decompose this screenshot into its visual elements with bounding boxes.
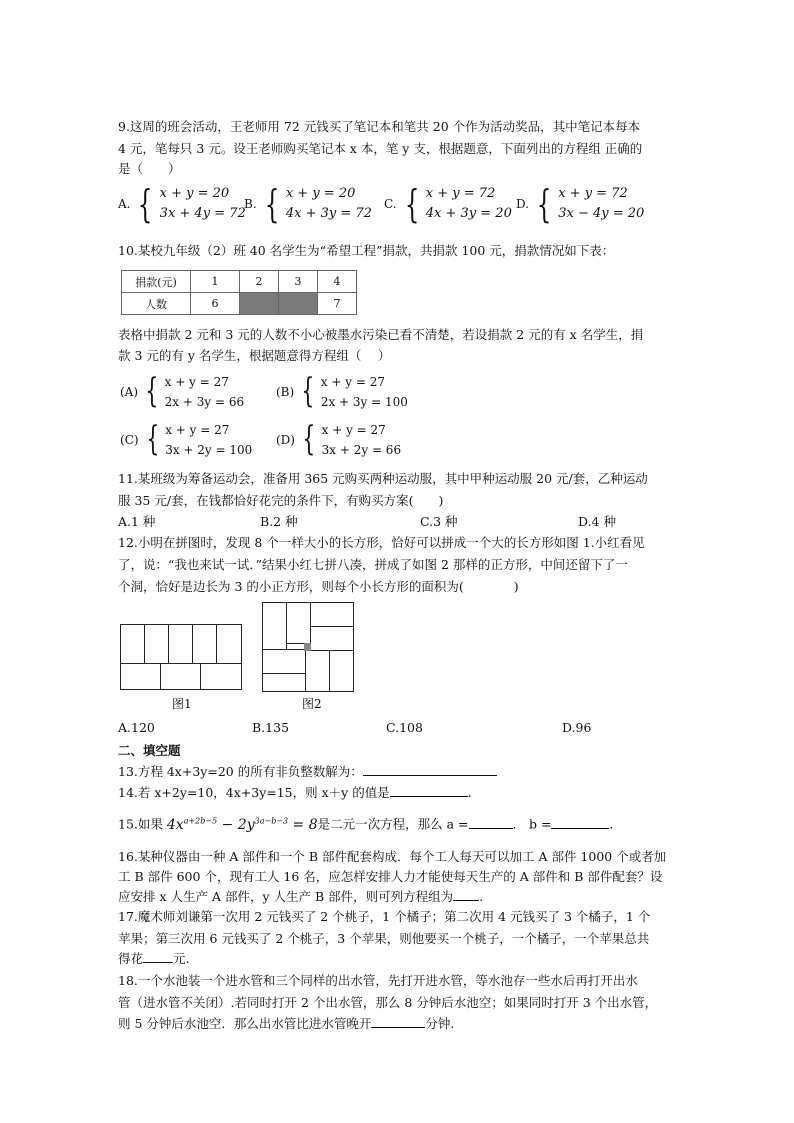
q11-line2: 服 35 元/套，在钱都恰好花完的条件下，有购买方案( ) [118,493,444,508]
donation-table [121,270,357,315]
q9-option-d: D. { x + y = 72 3x − 4y = 20 [516,182,645,226]
ink-stain-cell [240,293,279,315]
q18-line2: 管（进水管不关闭）.若同时打开 2 个出水管，那么 8 分钟后水池空；如果同时打开 3 个出水管， [118,995,658,1010]
ink-stain-cell [279,293,318,315]
q16-line3: 应安排 x 人生产 A 部件，y 人生产 B 部件，则可列方程组为 . [118,886,700,908]
q11-option-d: D.4 种 [578,514,616,529]
q18-line1: 18.一个水池装一个进水管和三个同样的出水管，先打开进水管，等水池存一些水后再打开出水 [118,973,638,988]
figure-2 [262,602,354,692]
answer-blank[interactable] [453,886,479,901]
q9-option-b: B. { x + y = 20 4x + 3y = 72 [244,182,372,226]
q12-option-d: D.96 [562,720,592,735]
q14: 14.若 x+2y=10，4x+3y=15，则 x＋y 的值是 . [118,782,700,804]
brace-icon: { [138,182,153,226]
q11-option-b: B.2 种 [260,514,298,529]
q10-line2: 表格中捐款 2 元和 3 元的人数不小心被墨水污染已看不清楚，若设捐款 2 元的有 x 名学生，捐 [118,327,644,342]
brace-icon: { [404,182,419,226]
q13: 13.方程 4x+3y=20 的所有非负整数解为： [118,761,700,783]
brace-icon: { [302,419,316,459]
q12-line1: 12.小明在拼图时，发现 8 个一样大小的长方形，恰好可以拼成一个大的长方形如图 1.小红看见 [118,535,645,550]
q10-line3: 款 3 元的有 y 名学生，根据题意得方程组（ ） [118,348,391,363]
q17-line1: 17.魔术师刘谦第一次用 2 元钱买了 2 个桃子，1 个橘子；第二次用 4 元钱买了 3 个橘子，1 个 [118,909,651,924]
q11-option-c: C.3 种 [420,514,458,529]
q16-line1: 16.某种仪器由一种 A 部件和一个 B 部件配套构成．每个工人每天可以加工 A 部件 1000 个或者加 [118,849,667,864]
q12-line3: 个洞，恰好是边长为 3 的小正方形，则每个小长方形的面积为( ) [118,579,519,594]
q9-line2: 4 元，笔每只 3 元。设王老师购买笔记本 x 本，笔 y 支，根据题意，下面列出的方程组 正确的 [118,141,643,156]
answer-blank[interactable] [371,1013,425,1028]
answer-blank-b[interactable] [551,814,609,829]
q11-line1: 11.某班级为筹备运动会，准备用 365 元购买两种运动服，其中甲种运动服 20 元/套，乙种运动 [118,471,648,486]
q10-option-b: (B) { x + y = 27 2x + 3y = 100 [276,371,408,411]
q10-option-a: (A) { x + y = 27 2x + 3y = 66 [120,371,245,411]
section-title: 二、填空题 [118,743,181,758]
brace-icon: { [301,371,315,411]
q9-line1: 9.这周的班会活动，王老师用 72 元钱买了笔记本和笔共 20 个作为活动奖品，其中笔记本每本 [118,119,641,134]
table-row: 人数 6 7 [122,293,357,315]
brace-icon: { [145,371,159,411]
q9-option-a: A. { x + y = 20 3x + 4y = 72 [118,182,246,226]
answer-blank-a[interactable] [469,814,513,829]
q15-equation: $4x^{a+2b-5} - 2y^{3a-b-3} = 8$ [166,816,318,833]
q18-line3: 则 5 分钟后水池空．那么出水管比进水管晚开 分钟. [118,1013,700,1035]
figure-2-caption: 图2 [302,697,322,711]
table-row: 捐款(元) 1 2 3 4 [122,271,357,293]
q12-option-b: B.135 [252,720,290,735]
figure-1 [120,624,242,690]
q9-option-c: C. { x + y = 72 4x + 3y = 20 [384,182,512,226]
q10-option-c: (C) { x + y = 27 3x + 2y = 100 [120,419,253,459]
brace-icon: { [536,182,552,226]
q15: 15.如果 $4x^{a+2b-5} - 2y^{3a-b-3} = 8$是二元一次方程，那么 a = ． b = ． [118,810,700,836]
q9-line3: 是（ ） [118,161,181,176]
q11-option-a: A.1 种 [118,514,156,529]
q10-option-d: (D) { x + y = 27 3x + 2y = 66 [276,419,402,459]
brace-icon: { [264,182,279,226]
q10-line1: 10.某校九年级（2）班 40 名学生为“希望工程”捐款，共捐款 100 元，捐款情况如下表： [118,243,615,258]
q17-line2: 苹果；第三次用 6 元钱买了 2 个桃子，3 个苹果，则他要买一个桃子，一个橘子，一个苹果总共 [118,931,650,946]
q17-line3: 得花 元. [118,948,700,970]
q16-line2: 工 B 部件 600 个，现有工人 16 名，应怎样安排人力才能使每天生产的 A 部件和 B 部件配套？设 [118,869,663,884]
hole-square [304,643,311,651]
figure-1-caption: 图1 [172,697,192,711]
q12-option-c: C.108 [386,720,423,735]
q12-line2: 了，说：“我也来试一试．”结果小红七拼八凑，拼成了如图 2 那样的正方形，中间还留下了一 [118,557,628,572]
answer-blank[interactable] [390,782,468,797]
answer-blank[interactable] [363,761,497,776]
brace-icon: { [145,419,159,459]
q12-option-a: A.120 [118,720,155,735]
answer-blank[interactable] [143,948,173,963]
